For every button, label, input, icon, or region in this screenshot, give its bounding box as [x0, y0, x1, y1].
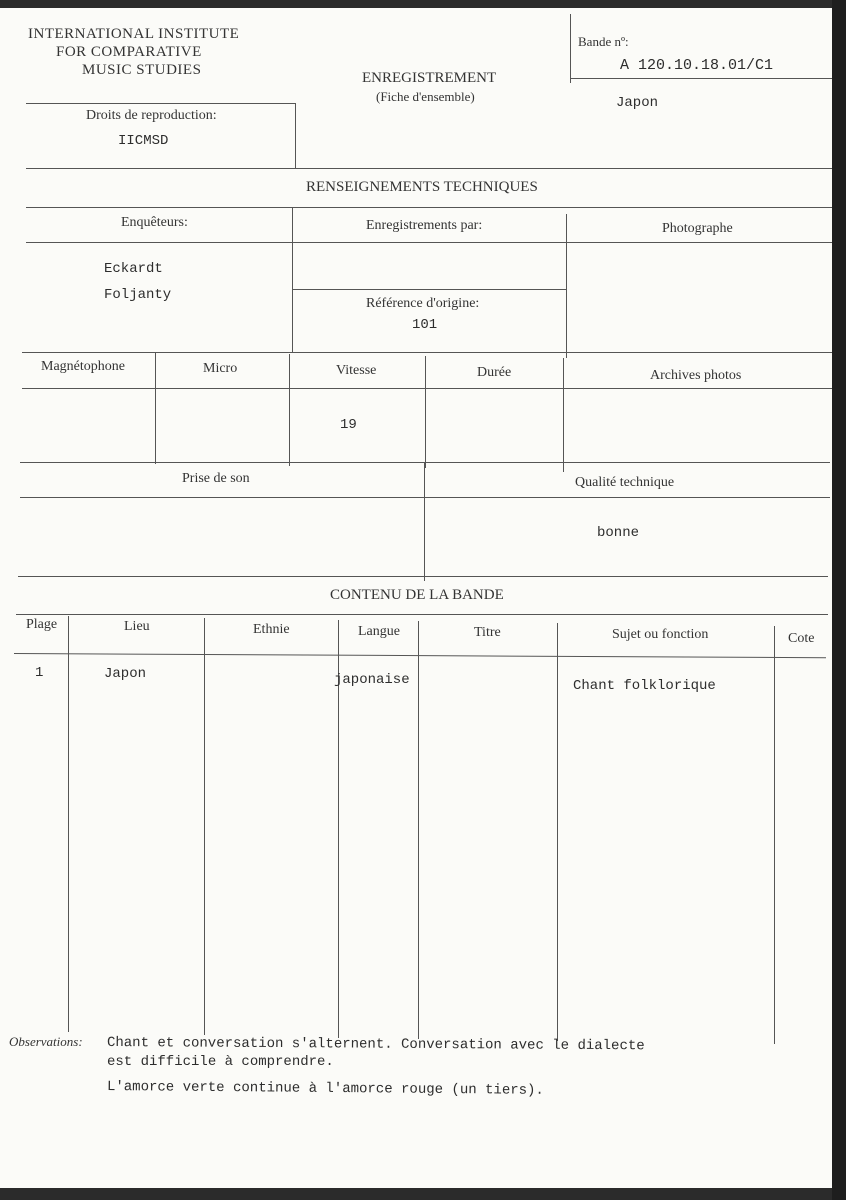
col-header-lieu: Lieu [124, 619, 150, 634]
mic-divider [155, 352, 156, 464]
rights-value: IICMSD [118, 133, 169, 149]
investigator-2: Foljanty [104, 287, 172, 303]
speed-value: 19 [340, 417, 357, 433]
photo-archive-divider [563, 358, 564, 472]
equipment-bottom-rule [20, 462, 830, 463]
tape-number-label: Bande nº: [578, 34, 629, 49]
observations-line-1: Chant et conversation s'alternent. Conversation avec le dialecte [106, 1035, 645, 1055]
tape-box-bottom-border [570, 78, 838, 79]
tape-box-left-border [570, 14, 571, 83]
tech-mid-rule [22, 352, 832, 353]
photo-archive-label: Archives photos [650, 368, 742, 383]
quality-label: Qualité technique [575, 475, 675, 490]
investigators-label: Enquêteurs: [121, 215, 188, 230]
duration-label: Durée [477, 365, 512, 380]
rights-label: Droits de reproduction: [86, 108, 217, 123]
row-1-sujet: Chant folklorique [573, 678, 716, 694]
duration-divider [425, 356, 426, 468]
origin-ref-label: Référence d'origine: [366, 296, 480, 311]
col-header-sujet: Sujet ou fonction [612, 627, 709, 642]
observations-line-2: est difficile à comprendre. [107, 1054, 334, 1070]
investigators-divider [292, 207, 293, 352]
col-header-titre: Titre [474, 625, 501, 640]
scan-dark-edge [832, 0, 846, 1200]
row-1-langue: japonaise [334, 672, 410, 688]
speed-divider [289, 354, 290, 466]
form-subtitle: (Fiche d'ensemble) [376, 89, 475, 104]
header-bottom-rule [26, 168, 836, 169]
photographer-divider [566, 214, 567, 358]
institute-name-line-3: MUSIC STUDIES [82, 62, 202, 78]
col-divider-4 [418, 621, 419, 1039]
investigator-1: Eckardt [104, 261, 163, 277]
rights-box-right-border [295, 103, 296, 169]
technical-bottom-rule [18, 576, 828, 577]
mic-label: Micro [203, 361, 238, 376]
col-divider-2 [204, 618, 205, 1035]
form-title: ENREGISTREMENT [362, 70, 497, 86]
recorded-by-label: Enregistrements par: [366, 218, 483, 233]
row-1-lieu: Japon [104, 666, 147, 682]
institute-name-line-1: INTERNATIONAL INSTITUTE [28, 26, 240, 42]
record-sheet [0, 8, 832, 1188]
speed-label: Vitesse [336, 363, 377, 378]
tech-header-rule [26, 242, 836, 243]
col-divider-5 [557, 623, 558, 1041]
row-1-plage: 1 [35, 665, 44, 681]
content-title-rule [16, 614, 828, 615]
col-divider-1 [68, 616, 69, 1032]
col-header-langue: Langue [358, 624, 400, 639]
origin-ref-value: 101 [412, 317, 438, 333]
institute-name-line-2: FOR COMPARATIVE [56, 44, 202, 60]
quality-value: bonne [597, 525, 640, 541]
content-section-title: CONTENU DE LA BANDE [330, 587, 504, 603]
content-header-rule [14, 653, 826, 658]
technical-section-title: RENSEIGNEMENTS TECHNIQUES [306, 179, 538, 195]
quality-divider [424, 463, 425, 581]
sound-header-rule [20, 497, 830, 498]
sound-label: Prise de son [182, 471, 250, 486]
observations-line-3: L'amorce verte continue à l'amorce rouge (un tiers). [106, 1079, 544, 1099]
technical-title-rule [26, 207, 836, 208]
country-value: Japon [616, 95, 659, 111]
col-header-plage: Plage [26, 617, 58, 632]
col-header-cote: Cote [788, 631, 815, 646]
col-divider-6 [774, 626, 775, 1044]
photographer-label: Photographe [662, 221, 733, 236]
tape-number-value: A 120.10.18.01/C1 [620, 57, 774, 74]
equipment-header-rule [22, 388, 832, 389]
col-header-ethnie: Ethnie [253, 622, 290, 637]
rights-box-top-border [26, 103, 296, 104]
recorder-label: Magnétophone [41, 359, 125, 374]
origin-ref-rule [292, 289, 566, 290]
observations-label: Observations: [9, 1034, 83, 1049]
